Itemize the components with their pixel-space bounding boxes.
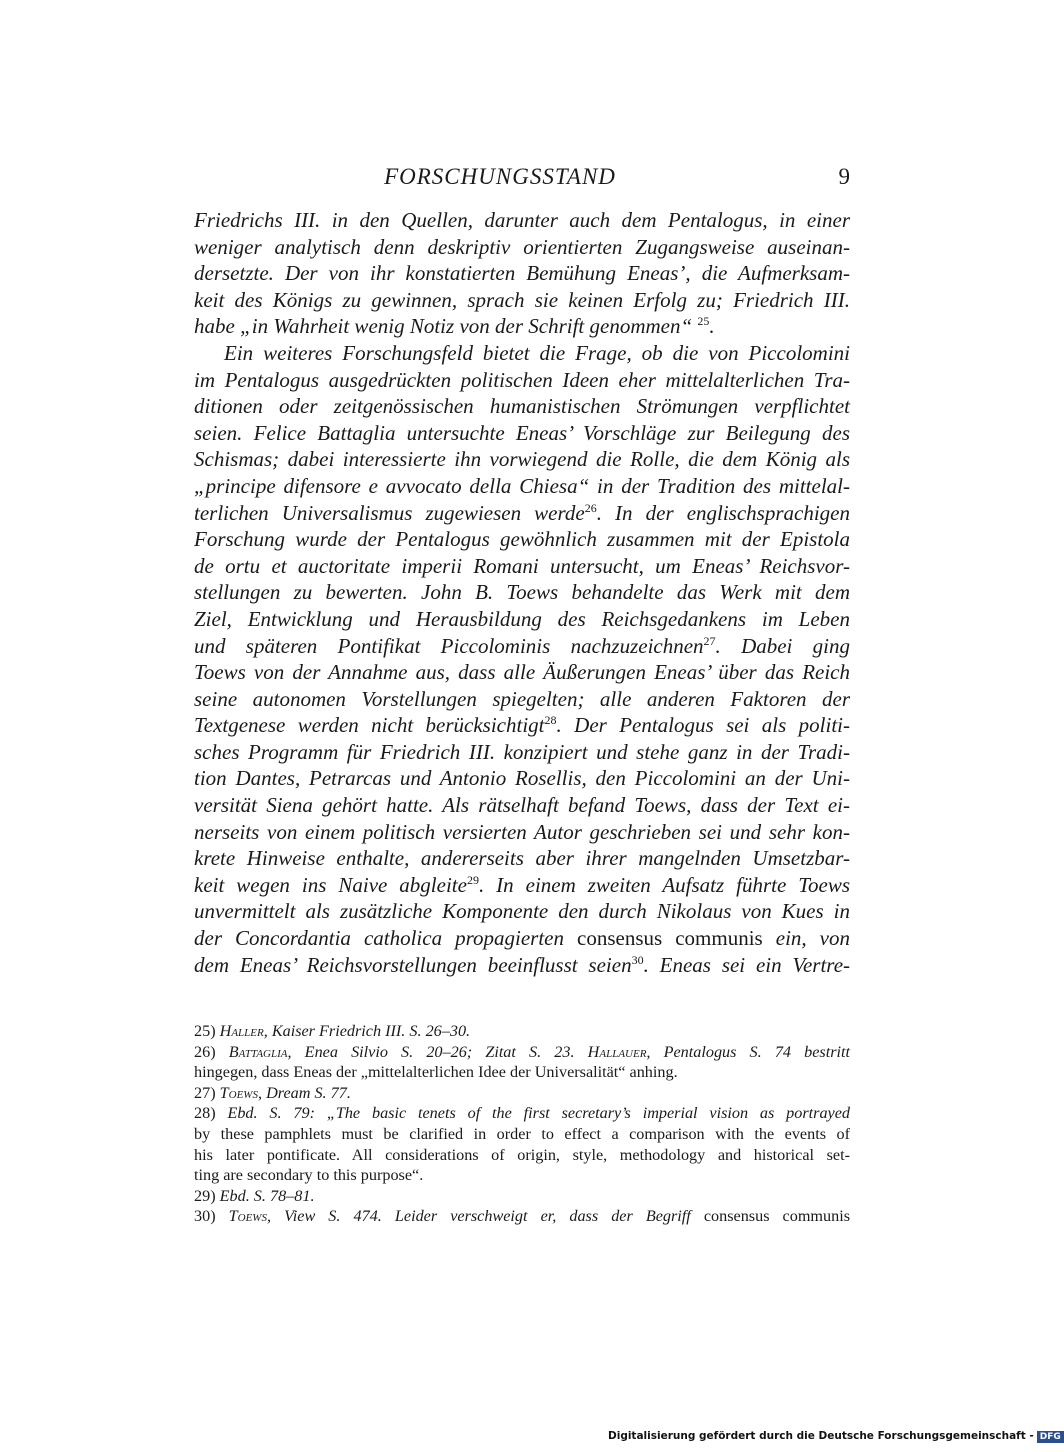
- text-line: stellungen zu bewerten. John B. Toews behandelte das Werk mit dem: [194, 580, 850, 605]
- footnote-ref: 29: [466, 872, 479, 887]
- footnote: 25) Haller, Kaiser Friedrich III. S. 26–30.: [194, 1022, 471, 1040]
- text-line: versität Siena gehört hatte. Als rätselhaft befand Toews, dass der Text ei-: [194, 793, 850, 818]
- text-line: der Concordantia catholica propagierten consensus communis ein, von: [194, 926, 851, 951]
- text-line: und späteren Pontifikat Piccolominis nachzuzeichnen$^{27}$. Dabei ging: [194, 633, 850, 658]
- text-line: seien. Felice Battaglia untersuchte Eneas’ Vorschläge zur Beilegung des: [194, 420, 850, 445]
- text-line: unvermittelt als zusätzliche Komponente den durch Nikolaus von Kues in: [194, 899, 850, 924]
- footnotes: [194, 1021, 850, 1227]
- text-line: de ortu et auctoritate imperii Romani untersucht, um Eneas’ Reichsvor-: [194, 553, 850, 578]
- footnote-ref: 30: [631, 952, 644, 967]
- text-line: Friedrichs III. in den Quellen, darunter auch dem Pentalogus, in einer: [194, 208, 850, 232]
- footnote: 29) Ebd. S. 78–81.: [194, 1186, 315, 1205]
- text-line: sches Programm für Friedrich III. konzipiert und stehe ganz in der Tradi-: [194, 739, 850, 764]
- text-line: Ziel, Entwicklung und Herausbildung des Reichsgedankens im Leben: [194, 606, 850, 631]
- text-line: seine autonomen Vorstellungen spiegelten; alle anderen Faktoren der: [194, 686, 850, 711]
- footnote-ref: 26: [584, 500, 597, 515]
- footnote-ref: 25: [697, 314, 710, 329]
- text-line: habe „in Wahrheit wenig Notiz von der Schrift genommen“ $^{25}$.: [194, 314, 715, 339]
- footnote-ref: 27: [703, 633, 716, 648]
- dfg-logo: DFG: [1037, 1431, 1064, 1443]
- text-line: Forschung wurde der Pentalogus gewöhnlich zusammen mit der Epistola: [194, 527, 850, 552]
- text-line: Toews von der Annahme aus, dass alle Äußerungen Eneas’ über das Reich: [194, 660, 850, 685]
- footer-text: Digitalisierung gefördert durch die Deutsche Forschungsgemeinschaft -: [608, 1430, 1034, 1442]
- text-line: weniger analytisch denn deskriptiv orientierten Zugangsweise auseinan-: [194, 234, 850, 259]
- running-title: FORSCHUNGSSTAND: [384, 164, 616, 189]
- footnote-continuation: by these pamphlets must be clarified in order to effect a comparison with the events of: [194, 1124, 850, 1143]
- footnote-ref: 28: [544, 713, 557, 728]
- main-text: [194, 207, 850, 978]
- text-line: Textgenese werden nicht berücksichtigt$^{28}$. Der Pentalogus sei als politi-: [194, 713, 850, 738]
- footnote: 27) Toews, Dream S. 77.: [194, 1083, 351, 1102]
- text-line: dersetzte. Der von ihr konstatierten Bemühung Eneas’, die Aufmerksam-: [194, 261, 850, 286]
- text-line: nerseits von einem politisch versierten Autor geschrieben sei und sehr kon-: [194, 819, 850, 844]
- footnote: 30) Toews, View S. 474. Leider verschweigt er, dass der Begriff consensus communis: [194, 1207, 851, 1226]
- footnote: 28) Ebd. S. 79: „The basic tenets of the first secretary’s imperial vision as portrayed: [194, 1104, 851, 1123]
- page-number: 9: [838, 164, 850, 189]
- text-line: tion Dantes, Petrarcas und Antonio Rosellis, den Piccolomini an der Uni-: [194, 766, 850, 791]
- text-line: ditionen oder zeitgenössischen humanistischen Strömungen verpflichtet: [194, 394, 850, 419]
- footnote-continuation: ting are secondary to this purpose“.: [194, 1166, 424, 1185]
- footnote-continuation: hingegen, dass Eneas der „mittelalterlichen Idee der Universalität“ anhing.: [194, 1063, 678, 1082]
- text-line: keit des Königs zu gewinnen, sprach sie keinen Erfolg zu; Friedrich III.: [194, 287, 850, 312]
- text-line: „principe difensore e avvocato della Chiesa“ in der Tradition des mittelal-: [194, 473, 850, 498]
- text-line: dem Eneas’ Reichsvorstellungen beeinflusst seien$^{30}$. Eneas sei ein Vertre-: [194, 952, 851, 977]
- digitization-credit: [608, 1430, 1064, 1443]
- text-line: Schismas; dabei interessierte ihn vorwiegend die Rolle, die dem König als: [194, 447, 850, 472]
- footnote: 26) Battaglia, Enea Silvio S. 20–26; Zitat S. 23. Hallauer, Pentalogus S. 74 bestritt: [194, 1042, 851, 1061]
- text-line: im Pentalogus ausgedrückten politischen Ideen eher mittelalterlichen Tra-: [194, 367, 850, 392]
- text-line: terlichen Universalismus zugewiesen werde$^{26}$. In der englischsprachigen: [194, 500, 851, 525]
- text-line: keit wegen ins Naive abgleite$^{29}$. In einem zweiten Aufsatz führte Toews: [194, 872, 851, 897]
- text-line: krete Hinweise enthalte, andererseits aber ihrer mangelnden Umsetzbar-: [194, 846, 850, 871]
- footnote-continuation: his later pontificate. All considerations of origin, style, methodology and historical set-: [194, 1145, 850, 1164]
- text-line: Ein weiteres Forschungsfeld bietet die Frage, ob die von Piccolomini: [224, 340, 850, 365]
